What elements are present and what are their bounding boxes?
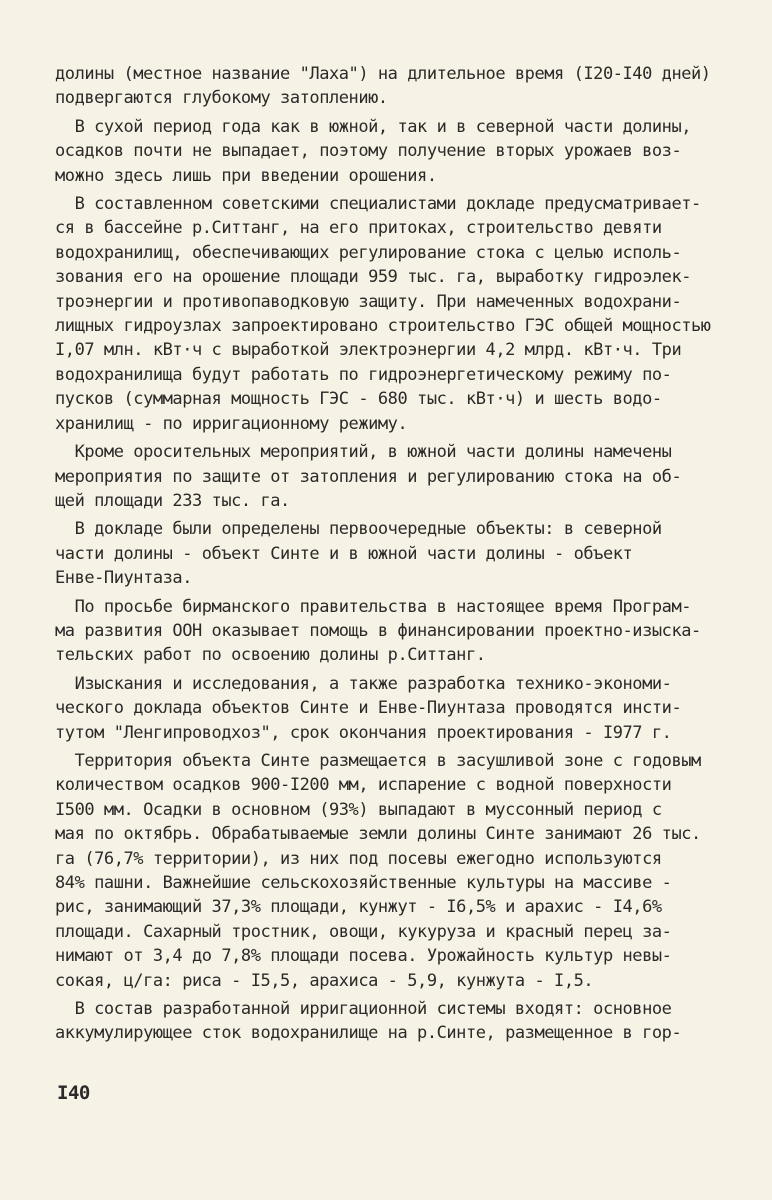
- text-line: В сухой период года как в южной, так и в северной части долины,: [55, 116, 692, 137]
- paragraph: [55, 115, 755, 188]
- paragraph: [55, 517, 755, 590]
- text-line: В составленном советскими специалистами докладе предусматривает-: [55, 194, 701, 215]
- page-number: I40: [57, 1082, 90, 1104]
- text-line: пусков (суммарная мощность ГЭС - 680 тыс. кВт·ч) и шесть водо-: [55, 389, 662, 410]
- text-line: сокая, ц/га: риса - I5,5, арахиса - 5,9, кунжута - I,5.: [55, 970, 594, 991]
- text-line: лищных гидроузлах запроектировано строительство ГЭС общей мощностью: [55, 316, 711, 337]
- text-line: мая по октябрь. Обрабатываемые земли долины Синте занимают 26 тыс.: [55, 824, 701, 845]
- text-line: аккумулирующее сток водохранилище на р.Синте, размещенное в гор-: [55, 1023, 682, 1044]
- text-line: количеством осадков 900-I200 мм, испарение с водной поверхности: [55, 775, 672, 796]
- text-line: Кроме оросительных мероприятий, в южной части долины намечены: [55, 442, 672, 463]
- text-line: части долины - объект Синте и в южной части долины - объект: [55, 543, 633, 564]
- paragraph: [55, 440, 755, 513]
- text-line: можно здесь лишь при введении орошения.: [55, 165, 437, 186]
- text-line: Изыскания и исследования, а также разработка технико-экономи-: [55, 673, 672, 694]
- text-line: га (76,7% территории), из них под посевы ежегодно используются: [55, 848, 662, 869]
- paragraph: [55, 595, 755, 668]
- text-line: хранилищ - по ирригационному режиму.: [55, 413, 408, 434]
- text-line: Территория объекта Синте размещается в засушливой зоне с годовым: [55, 750, 701, 771]
- text-line: ма развития ООН оказывает помощь в финансировании проектно-изыска-: [55, 620, 701, 641]
- text-line: В состав разработанной ирригационной системы входят: основное: [55, 999, 672, 1020]
- text-line: мероприятия по защите от затопления и регулированию стока на об-: [55, 466, 682, 487]
- text-line: щей площади 233 тыс. га.: [55, 490, 290, 511]
- text-line: тутом "Ленгипроводхоз", срок окончания проектирования - I977 г.: [55, 722, 672, 743]
- paragraph: [55, 997, 755, 1046]
- text-line: троэнергии и противопаводковую защиту. При намеченных водохрани-: [55, 291, 682, 312]
- text-line: рис, занимающий 37,3% площади, кунжут - I6,5% и арахис - I4,6%: [55, 897, 662, 918]
- paragraph: [55, 672, 755, 745]
- text-line: Енве-Пиунтаза.: [55, 568, 192, 589]
- text-line: I500 мм. Осадки в основном (93%) выпадают в муссонный период с: [55, 799, 662, 820]
- paragraph: [55, 192, 755, 436]
- text-line: 84% пашни. Важнейшие сельскохозяйственные культуры на массиве -: [55, 873, 672, 893]
- paragraph: [55, 62, 755, 111]
- paragraph: [55, 749, 755, 993]
- text-line: ческого доклада объектов Синте и Енве-Пиунтаза проводятся инсти-: [55, 698, 682, 719]
- text-line: водохранилищ, обеспечивающих регулирование стока с целью исполь-: [55, 242, 682, 263]
- text-line: нимают от 3,4 до 7,8% площади посева. Урожайность культур невы-: [55, 946, 672, 967]
- text-line: тельских работ по освоению долины р.Ситтанг.: [55, 645, 486, 666]
- body-text: [55, 62, 755, 1050]
- text-line: По просьбе бирманского правительства в настоящее время Програм-: [55, 596, 692, 617]
- text-line: ся в бассейне р.Ситтанг, на его притоках, строительство девяти: [55, 218, 662, 239]
- text-line: подвергаются глубокому затоплению.: [55, 88, 388, 109]
- text-line: площади. Сахарный тростник, овощи, кукуруза и красный перец за-: [55, 921, 672, 942]
- text-line: водохранилища будут работать по гидроэнергетическому режиму по-: [55, 364, 672, 385]
- text-line: осадков почти не выпадает, поэтому получение вторых урожаев воз-: [55, 141, 682, 162]
- text-line: зования его на орошение площади 959 тыс. га, выработку гидроэлек-: [55, 267, 692, 288]
- text-line: В докладе были определены первоочередные объекты: в северной: [55, 519, 662, 540]
- text-line: I,07 млн. кВт·ч с выработкой электроэнергии 4,2 млрд. кВт·ч. Три: [55, 340, 682, 361]
- text-line: долины (местное название "Лаха") на длительное время (I20-I40 дней): [55, 64, 711, 84]
